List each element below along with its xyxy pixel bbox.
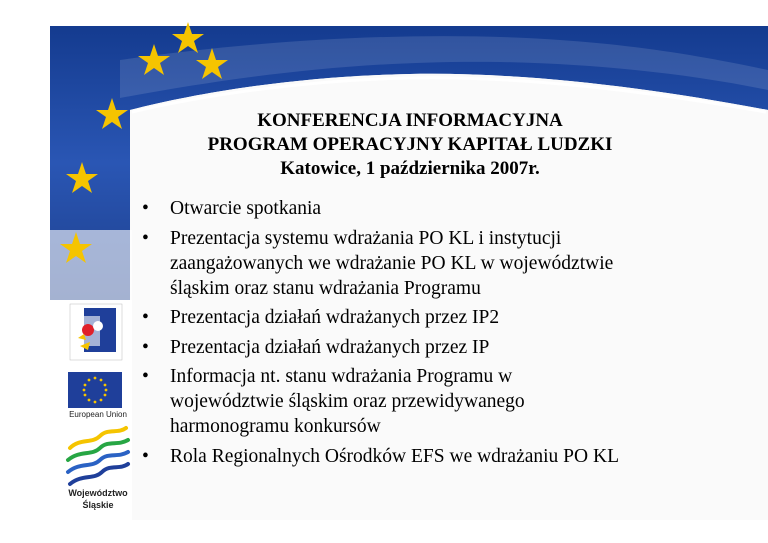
agenda-item-text: Prezentacja systemu wdrażania PO KL i instytucji xyxy=(170,227,562,249)
eu-flag-logo xyxy=(68,372,122,408)
agenda-item-text: śląskim oraz stanu wdrażania Programu xyxy=(170,277,481,299)
agenda-item-text: Prezentacja działań wdrażanych przez IP xyxy=(170,336,490,358)
bullet-dot: • xyxy=(142,366,149,387)
region-label-line-1: Województwo xyxy=(68,488,128,498)
eu-logo-label: European Union xyxy=(69,410,127,419)
agenda-item xyxy=(138,444,698,469)
agenda-item xyxy=(138,226,698,301)
bullet-dot: • xyxy=(142,445,149,467)
agenda-list xyxy=(138,196,698,473)
agenda-item-text: harmonogramu konkursów xyxy=(170,416,381,437)
region-logo-label xyxy=(58,487,138,511)
agenda-item xyxy=(138,364,698,439)
agenda-item-text: Rola Regionalnych Ośrodków EFS we wdrażaniu PO KL xyxy=(170,445,619,467)
title-line-1: KONFERENCJA INFORMACYJNA xyxy=(257,110,563,131)
agenda-item-text: województwie śląskim oraz przewidywanego xyxy=(170,391,525,412)
agenda-item-text: Prezentacja działań wdrażanych przez IP2 xyxy=(170,307,500,328)
title-line-2: PROGRAM OPERACYJNY KAPITAŁ LUDZKI xyxy=(207,134,613,155)
title-line-3: Katowice, 1 października 2007r. xyxy=(280,158,540,179)
bullet-dot: • xyxy=(142,227,149,249)
bullet-dot: • xyxy=(142,198,149,219)
agenda-item-text: Informacja nt. stanu wdrażania Programu w xyxy=(170,366,513,387)
agenda-item xyxy=(138,335,698,360)
slide-title xyxy=(140,109,680,181)
agenda-item-text: zaangażowanych we wdrażanie PO KL w województwie xyxy=(170,252,614,274)
fundusze-europejskie-logo xyxy=(70,304,122,360)
bullet-dot: • xyxy=(142,336,149,358)
agenda-item xyxy=(138,305,698,330)
region-label-line-2: Śląskie xyxy=(82,500,114,510)
agenda-item-text: Otwarcie spotkania xyxy=(170,198,322,219)
bullet-dot: • xyxy=(142,307,149,328)
agenda-item xyxy=(138,196,698,221)
